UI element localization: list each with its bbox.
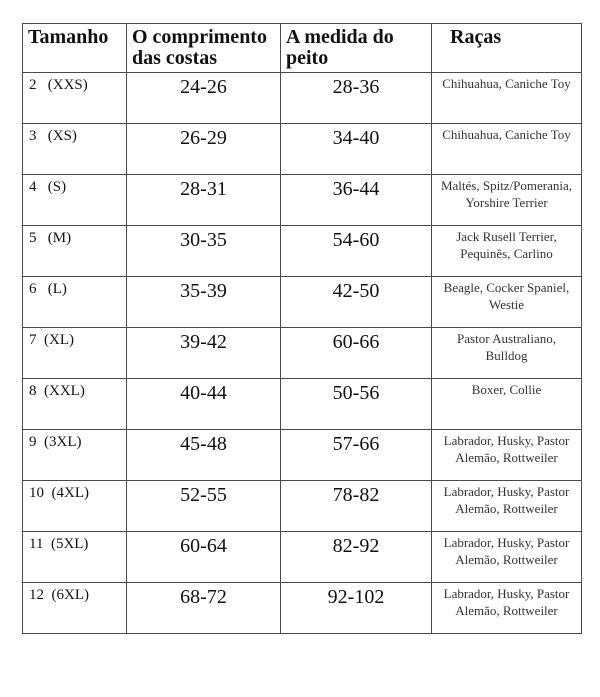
size-chart-table <box>22 23 582 634</box>
table-row <box>23 379 582 430</box>
chest-measure-cell: 28-36 <box>281 73 432 124</box>
header-medida-peito: A medida do peito <box>281 24 432 73</box>
breeds-cell: Labrador, Husky, Pastor Alemão, Rottweiler <box>432 430 582 481</box>
table-row <box>23 430 582 481</box>
table-row <box>23 124 582 175</box>
breeds-cell: Chihuahua, Caniche Toy <box>432 124 582 175</box>
size-cell: 4 (S) <box>23 175 127 226</box>
size-cell: 9 (3XL) <box>23 430 127 481</box>
chest-measure-cell: 82-92 <box>281 532 432 583</box>
back-length-cell: 30-35 <box>127 226 281 277</box>
chest-measure-cell: 34-40 <box>281 124 432 175</box>
header-comprimento-costas: O comprimento das costas <box>127 24 281 73</box>
back-length-cell: 60-64 <box>127 532 281 583</box>
table-row <box>23 73 582 124</box>
size-cell: 2 (XXS) <box>23 73 127 124</box>
header-row <box>23 24 582 73</box>
chest-measure-cell: 50-56 <box>281 379 432 430</box>
chest-measure-cell: 92-102 <box>281 583 432 634</box>
back-length-cell: 40-44 <box>127 379 281 430</box>
table-row <box>23 583 582 634</box>
header-tamanho: Tamanho <box>23 24 127 73</box>
chest-measure-cell: 42-50 <box>281 277 432 328</box>
size-cell: 7 (XL) <box>23 328 127 379</box>
chest-measure-cell: 78-82 <box>281 481 432 532</box>
header-racas: Raças <box>432 24 582 73</box>
chest-measure-cell: 57-66 <box>281 430 432 481</box>
chest-measure-cell: 54-60 <box>281 226 432 277</box>
table-row <box>23 328 582 379</box>
size-cell: 11 (5XL) <box>23 532 127 583</box>
size-cell: 10 (4XL) <box>23 481 127 532</box>
breeds-cell: Beagle, Cocker Spaniel, Westie <box>432 277 582 328</box>
back-length-cell: 45-48 <box>127 430 281 481</box>
table-row <box>23 277 582 328</box>
back-length-cell: 24-26 <box>127 73 281 124</box>
back-length-cell: 35-39 <box>127 277 281 328</box>
back-length-cell: 52-55 <box>127 481 281 532</box>
breeds-cell: Labrador, Husky, Pastor Alemão, Rottweiler <box>432 532 582 583</box>
size-cell: 8 (XXL) <box>23 379 127 430</box>
table-row <box>23 532 582 583</box>
breeds-cell: Jack Rusell Terrier, Pequinês, Carlino <box>432 226 582 277</box>
breeds-cell: Maltés, Spitz/Pomerania, Yorshire Terrier <box>432 175 582 226</box>
back-length-cell: 26-29 <box>127 124 281 175</box>
breeds-cell: Labrador, Husky, Pastor Alemão, Rottweiler <box>432 583 582 634</box>
table-header <box>23 24 582 73</box>
breeds-cell: Chihuahua, Caniche Toy <box>432 73 582 124</box>
back-length-cell: 68-72 <box>127 583 281 634</box>
size-cell: 6 (L) <box>23 277 127 328</box>
table-row <box>23 226 582 277</box>
chest-measure-cell: 36-44 <box>281 175 432 226</box>
breeds-cell: Boxer, Collie <box>432 379 582 430</box>
size-cell: 3 (XS) <box>23 124 127 175</box>
chest-measure-cell: 60-66 <box>281 328 432 379</box>
back-length-cell: 39-42 <box>127 328 281 379</box>
size-cell: 5 (M) <box>23 226 127 277</box>
breeds-cell: Labrador, Husky, Pastor Alemão, Rottweiler <box>432 481 582 532</box>
size-cell: 12 (6XL) <box>23 583 127 634</box>
back-length-cell: 28-31 <box>127 175 281 226</box>
table-row <box>23 481 582 532</box>
table-body <box>23 73 582 634</box>
table-row <box>23 175 582 226</box>
breeds-cell: Pastor Australiano, Bulldog <box>432 328 582 379</box>
